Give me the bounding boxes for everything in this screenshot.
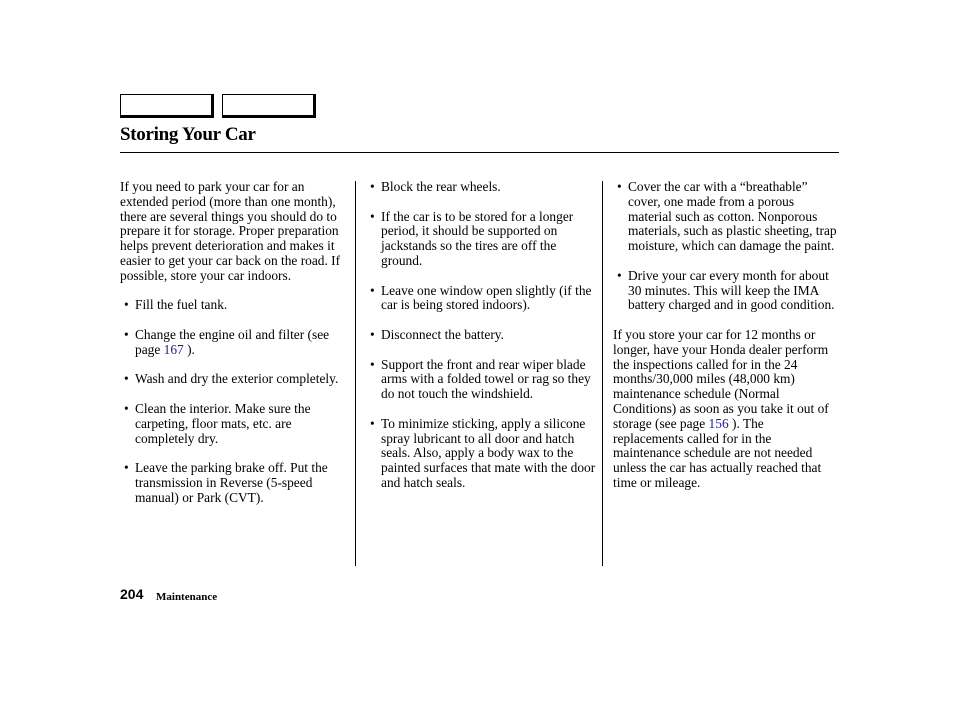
list-item: • Drive your car every month for about 30 minutes. This will keep the IMA battery charged and in good condition. xyxy=(617,269,837,313)
column-2 xyxy=(370,180,596,491)
list-item: • Leave the parking brake off. Put the transmission in Reverse (5-speed manual) or Park (CVT). xyxy=(124,461,346,505)
storage-paragraph: If you store your car for 12 months or longer, have your Honda dealer perform the inspections called for in the 24 months/30,000 miles (48,000 km) maintenance schedule (Normal Conditions) as soon as you take it out of storage (see page 156 ). The replacements called for in the maintenance schedule are not needed unless the car has actually reached that time or mileage. xyxy=(613,326,829,490)
page-link-167[interactable]: 167 xyxy=(163,341,184,357)
title-divider xyxy=(120,152,839,153)
column-divider-2 xyxy=(602,181,603,566)
prev-page-button[interactable] xyxy=(120,94,214,118)
list-item: • Fill the fuel tank. xyxy=(124,298,346,313)
list-item: • Change the engine oil and filter (see page 167 ). xyxy=(124,328,346,358)
list-item: • Wash and dry the exterior completely. xyxy=(124,372,346,387)
list-item: • If the car is to be stored for a longer period, it should be supported on jackstands so the tires are off the ground. xyxy=(370,210,596,269)
list-item: • Block the rear wheels. xyxy=(370,180,596,195)
list-item: • Cover the car with a “breathable” cover, one made from a porous material such as cotton. Nonporous materials, such as plastic sheeting, trap moisture, which can damage the paint. xyxy=(617,180,837,254)
column-3 xyxy=(613,180,837,491)
list-item: • Clean the interior. Make sure the carpeting, floor mats, etc. are completely dry. xyxy=(124,402,346,446)
page-number: 204 xyxy=(120,586,144,602)
section-name: Maintenance xyxy=(156,591,218,603)
page-link-156[interactable]: 156 xyxy=(708,415,729,431)
page-title: Storing Your Car xyxy=(120,124,256,145)
column-1 xyxy=(120,180,346,506)
list-item: • Support the front and rear wiper blade arms with a folded towel or rag so they do not touch the windshield. xyxy=(370,358,596,402)
column-divider-1 xyxy=(355,181,356,566)
intro-paragraph: If you need to park your car for an extended period (more than one month), there are several things you should do to prepare it for storage. Proper preparation helps prevent deterioration and makes it easier to get your car back on the road. If possible, store your car indoors. xyxy=(120,179,341,283)
list-item: • To minimize sticking, apply a silicone spray lubricant to all door and hatch seals. Also, apply a body wax to the painted surfaces that mate with the door and hatch seals. xyxy=(370,417,596,491)
list-item: • Disconnect the battery. xyxy=(370,328,596,343)
next-page-button[interactable] xyxy=(222,94,316,118)
list-item: • Leave one window open slightly (if the car is being stored indoors). xyxy=(370,284,596,314)
